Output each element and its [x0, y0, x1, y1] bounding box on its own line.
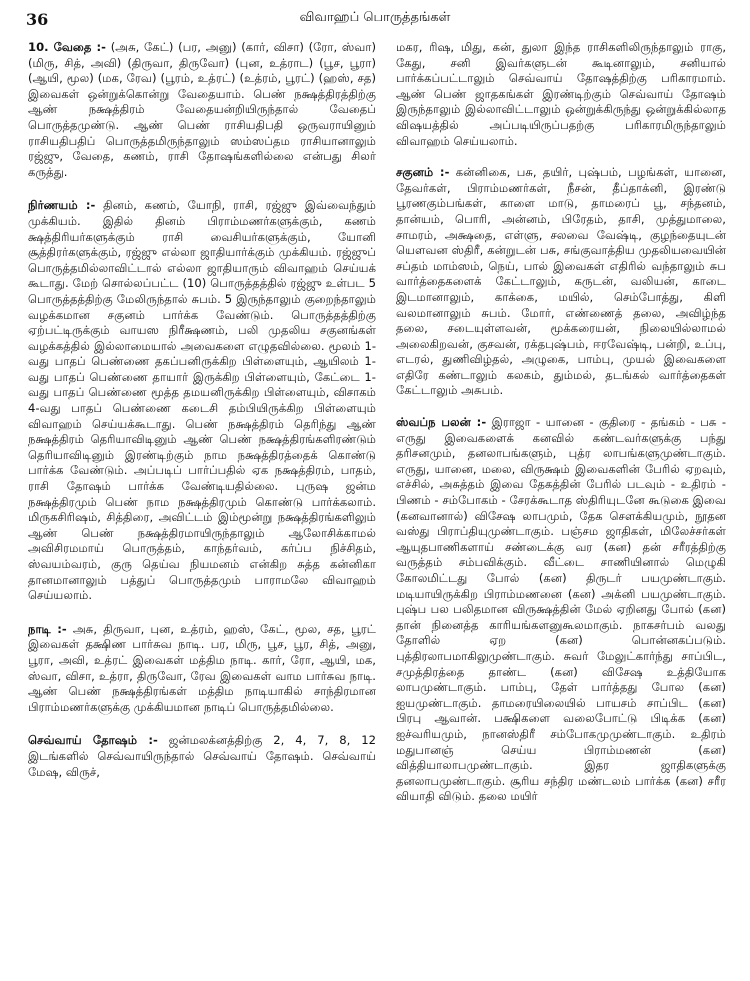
section-vedhai [28, 40, 376, 180]
running-title: விவாஹப் பொருத்தங்கள் [299, 10, 451, 25]
heading-sevvai-dosham: செவ்வாய் தோஷம் :- [28, 733, 158, 748]
heading-sakunam: சகுனம் :- [396, 165, 450, 180]
text-nirnayam: தினம், கணம், யோநி, ராசி, ரஜ்ஜு இவ்வைந்தும் முக்கியம். இதில் தினம் பிராம்மணர்களுக்கும், கணம் க்ஷத்திரியர்களுக்கும் ராசி வைசியர்களுக்கும், யோனி சூத்திரர்களுக்கும், ரஜ்ஜு எல்லா ஜாதியார்க்கும் முக்கியம். ரஜ்ஜுப் பொருத்தமில்லாவிட்டால் எல்லா ஜாதியாரும் விவாஹம் செய்யக் கூடாது. மேற் சொல்லப்பட்ட (10) பொருத்தத்தில் ரஜ்ஜு உள்பட 5 பொருத்தத்திற்கு மேலிருந்தால் சுபம். 5 இருந்தாலும் குறைந்தாலும் வழக்கமான சகுனம் பார்க்க வேண்டும். பொருத்தத்திற்கு ஏற்பட்டிருக்கும் வாயஸ நிரீக்ஷணம், பலி முதலிய சகுனங்கள் வழக்கத்தில் இல்லாமையால் அவைகளை எழுதவில்லை. மூலம் 1-வது பாதப் பெண்ணை தகப்பனிருக்கிற பிள்ளையும், ஆயிலம் 1-வது பாதப் பெண்ணை தாயார் இருக்கிற பிள்ளையும், கேட்டை 1-வது பாதப் பெண்ணை மூத்த தமயனிருக்கிற பிள்ளையும், விசாகம் 4-வது பாதப் பெண்ணை கடைசி தம்பியிருக்கிற பிள்ளையும் விவாஹம் செய்யக்கூடாது. பெண் நக்ஷத்திரம் தெரிந்து ஆண் நக்ஷத்திரம் தெரியாவிடினும் ஆண் பெண் நக்ஷத்திரங்களிரண்டும் தெரியாவிடினும் இரண்டிற்கும் நாம நக்ஷத்திரத்தைக் கொண்டு பார்க்க வேண்டும். அப்படிப் பார்ப்பதில் ஏக நக்ஷத்திரம், பாதம், ராசி தோஷம் பார்க்க வேண்டியதில்லை. புருஷ ஜன்ம நக்ஷத்திரமும் பெண் நாம நக்ஷத்திரமும் கொண்டு பார்க்கலாம். மிருகசிரிஷம், சித்திரை, அவிட்டம் இம்மூன்று நக்ஷத்திரங்களிலும் ஆண் பெண் நக்ஷத்திரமாயிருந்தாலும் ஆலோசிக்காமல் அவிசிரமமாய் பொருத்தம், காந்தர்வம், கர்ப்ப நிச்சிதம், ஸ்வயம்வரம், குரு தெய்வ நியமனம் என்கிற சுத்த கன்னிகா தானமானாலும் பத்துப் பொருத்தமும் பாராமலே விவாஹம் செய்யலாம். [28, 198, 376, 603]
section-sevvai-dosham [28, 733, 376, 780]
page-number: 36 [26, 10, 49, 29]
heading-vedhai: 10. வேதை :- [28, 40, 106, 54]
page-header [0, 0, 750, 34]
heading-naadi: நாடி :- [28, 621, 67, 636]
right-column [396, 40, 726, 975]
heading-nirnayam: நிர்ணயம் :- [28, 198, 96, 213]
section-sakunam [396, 165, 726, 399]
section-naadi [28, 622, 376, 716]
left-column [28, 40, 376, 975]
text-continuation: மகர, ரிஷ, மிது, கன், துலா இந்த ராசிகளிலிருந்தாலும் ராகு, கேது, சனி இவர்களுடன் கூடினாலும், சனியால் பார்க்கப்பட்டாலும் செவ்வாய் தோஷத்திற்கு பரிகாரமாம். ஆண் பெண் ஜாதகங்கள் இரண்டிற்கும் செவ்வாய் தோஷம் இருந்தாலும் இல்லாவிட்டாலும் ஒன்றுக்கிருந்து ஒன்றுக்கில்லாத விஷயத்தில் அப்படியிருப்பதற்கு பரிகாரமிருந்தாலும் விவாஹம் செய்யலாம். [396, 40, 726, 148]
section-nirnayam [28, 198, 376, 603]
text-vedhai: (அசு, கேட்) (பர, அனு) (கார், விசா) (ரோ, ஸ்வா) (மிரு, சித், அவி) (திருவா, திருவோ) (புன, உத்ராட) (பூச, பூரா) (ஆயி, மூல) (மக, ரேவ) (பூரம், உத்ரட்) (உத்ரம், பூரட்) (ஹஸ், சத) இவைகள் ஒன்றுக்கொன்று வேதையாம். பெண் நக்ஷத்திரத்திற்கு ஆண் நக்ஷத்திரம் வேதையன்றியிருந்தால் வேதைப் பொருத்தமுண்டு. ஆண் பெண் ராசியதிபதி ஒருவராயினும் ராசியதிபதிப் பொருத்தமிருந்தாலும் ஸம்ஸப்தம ராசியானாலும் ரஜ்ஜு, வேதை, கணம், ராசி தோஷங்களில்லை என்பது சிலர் கருத்து. [28, 40, 376, 179]
text-swapna-palan: இராஜா - யானை - குதிரை - தங்கம் - பசு - எருது இவைகளைக் கனவில் கண்டவர்களுக்கு பந்து தரிசனமும், தனலாபங்களும், புத்ர லாபங்களுமுண்டாகும். எருது, யானை, மலை, விருக்ஷம் இவைகளின் பேரில் ஏறவும், எச்சில், அசுத்தம் இவை தேகத்தின் பேரில் படவும் - உதிரம் - பிணம் - சம்போகம் - சேரக்கூடாத ஸ்திரியுடனே கூடுகை இவை (கனவானால்) விசேஷ லாபமும், தேக சௌக்கியமும், நூதன வஸ்து பிராப்தியுமுண்டாகும். பஞ்சம ஜாதிகள், மிலேச்சர்கள் ஆயுதபாணிகளாய் சண்டைக்கு வர (கன) தன் சரீரத்திற்கு வருத்தம் சம்பவிக்கும். வீட்டை சாணியினால் மெழுகி கோலமிட்டது போல் (கன) திருடர் பயமுண்டாகும். மடியாயிருக்கிற பிராம்மணனை (கன) அக்னி பயமுண்டாகும். புஷ்ப பல பலிதமான விருக்ஷத்தின் மேல் ஏறினது போல் (கன) தான் நினைத்த காரியங்களனுகூலமாகும். நாகசர்பம் வலது தோளில் ஏற (கன) பொன்னகப்படும். புத்திரலாபமாகிலுமுண்டாகும். சுவர் மேலுட்கார்ந்து சாப்பிட, சமுத்திரத்தை தாண்ட (கன) விசேஷ உத்தியோக லாபமுண்டாகும். பாம்பு, தேள் பார்த்தது போல (கன) ஐயமுண்டாகும். தாமரையிலையில் பாயசம் சாப்பிட (கன) பிரபு ஆவான். பக்ஷிகளை வலைபோட்டு பிடிக்க (கன) ஐச்வரியமும், நானஸ்திரீ சம்போகமுமுண்டாகும். உதிரம் மதுபானஞ் செய்ய பிராம்மணன் (கன) வித்தியாலாபமுண்டாகும். இதர ஜாதிகளுக்கு தனலாபமுண்டாகும். சூரிய சந்திர மண்டலம் பார்க்க (கன) சரீர வியாதி விடும். தலை மயிர் [396, 415, 726, 804]
section-continuation [396, 40, 726, 149]
text-naadi: அசு, திருவா, புன, உத்ரம், ஹஸ், கேட், மூல, சத, பூரட் இவைகள் தக்ஷிண பார்சுவ நாடி. பர, மிரு, பூச, பூர, சித், அனு, பூரா, அவி, உத்ரட் இவைகள் மத்திம நாடி. கார், ரோ, ஆயி, மக, ஸ்வா, விசா, உத்ரா, திருவோ, ரேவ இவைகள் வாம பார்சுவ நாடி. ஆண் பெண் நக்ஷத்திரங்கள் மத்திம நாடியாகில் சாந்திரமான பிராம்மணர்களுக்கு முக்கியமான நாடிப் பொருத்தமில்லை. [28, 621, 376, 714]
section-swapna-palan [396, 415, 726, 805]
text-sevvai-dosham: ஜன்மலக்னத்திற்கு 2, 4, 7, 8, 12 இடங்களில் செவ்வாயிருந்தால் செவ்வாய் தோஷம். செவ்வாய் மேஷ, விருச், [28, 733, 376, 779]
text-sakunam: கன்னிகை, பசு, தயிர், புஷ்பம், பழங்கள், யானை, தேவர்கள், பிராம்மணர்கள், நீசன், தீப்தாக்னி, இரண்டு பூரணகும்பங்கள், காளை மாடு, தாமரைப் பூ, சந்தனம், தான்யம், பொரி, அன்னம், பிரேதம், தாசி, முத்துமாலை, சாமரம், அக்ஷதை, எள்ளு, சலவை வேஷ்டி, குழந்தையுடன் யௌவன ஸ்திரீ, கன்றுடன் பசு, சங்குவாத்திய முதலியவையின் சப்தம் மாம்ஸம், நெய், பால் இவைகள் எதிரில் வந்தாலும் சுப வார்த்தைகளைக் கேட்டாலும், கருடன், வலியன், காடை இடமானாலும், காக்கை, மயில், செம்போத்து, கிளி வலமானாலும் சுபம். மோர், எண்ணைத் தலை, அவிழ்ந்த தலை, சடையுள்ளவன், மூக்கரையன், நிலையில்லாமல் அலைகிறவன், குசவன், ரக்தபுஷ்பம், ஈரவேஷ்டி, பன்றி, உப்பு, எடரல், துணிவிழ்தல், அழுகை, பாம்பு, முயல் இவைகளை எதிரே கண்டாலும் கலகம், தும்மல், தடங்கல் வார்த்தைகள் கேட்டாலும் அசுபம். [396, 165, 726, 398]
heading-swapna-palan: ஸ்வப்ந பலன் :- [396, 415, 487, 430]
